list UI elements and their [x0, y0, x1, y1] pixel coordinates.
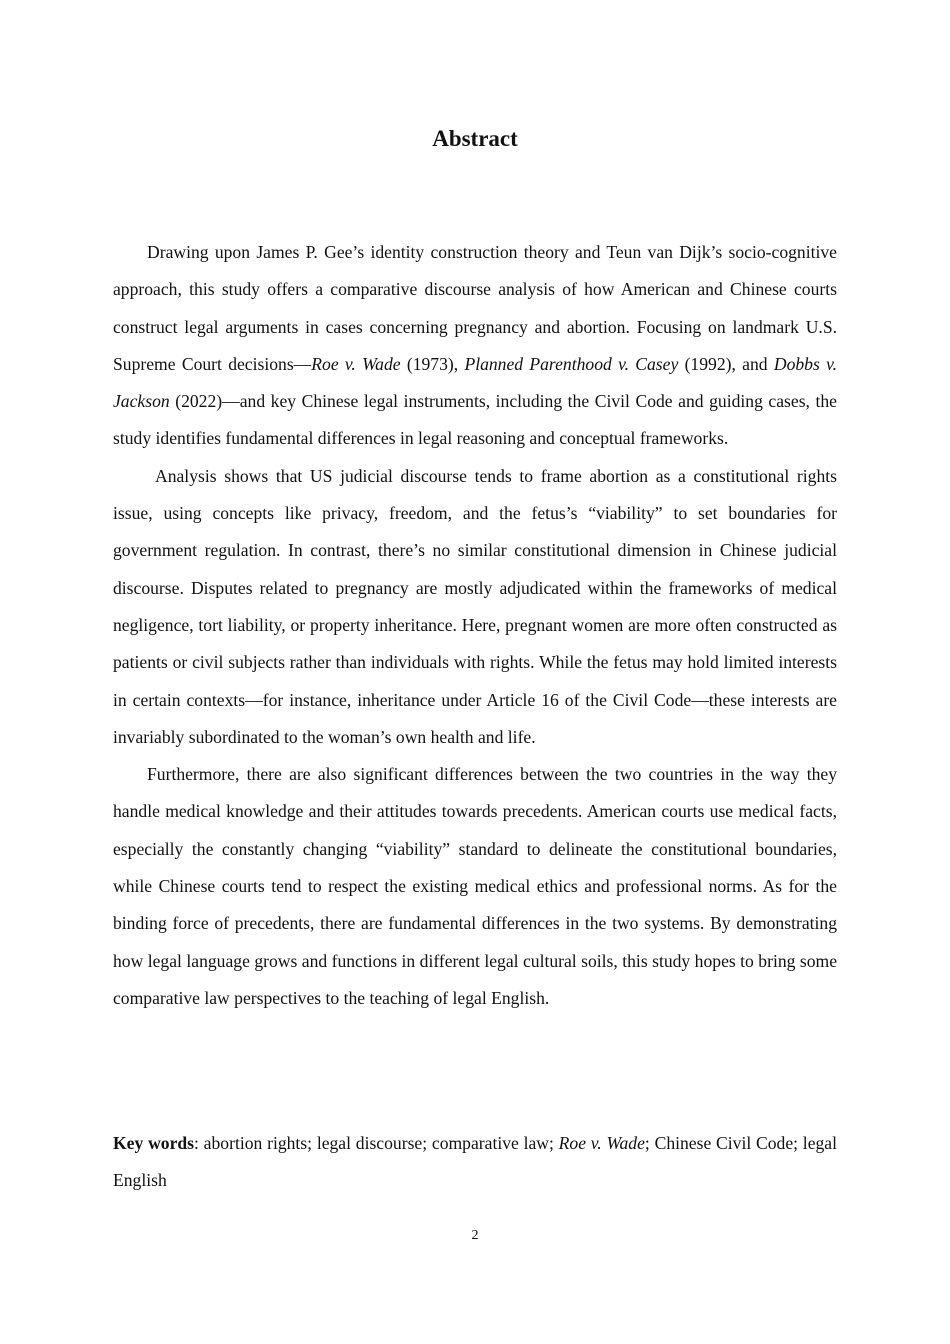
abstract-paragraph-3: Furthermore, there are also significant differences between the two countries in the way they handle medical knowledge and their attitudes towards precedents. American courts use medical facts, especially the constantly changing “viability” standard to delineate the constitutional boundaries, while Chinese courts tend to respect the existing medical ethics and professional norms. As for the binding force of precedents, there are fundamental differences in the two systems. By demonstrating how legal language grows and functions in different legal cultural soils, this study hopes to bring some comparative law perspectives to the teaching of legal English. — [113, 764, 837, 1008]
page-number: 2 — [471, 1228, 479, 1243]
paragraph-text: Drawing upon James P. Gee’s identity construction theory and Teun van Dijk’s socio-cognitive approach, this study offers a comparative discourse analysis of how American and Chinese courts construct legal arguments in cases concerning pregnancy and abortion. Focusing on landmark U.S. Supreme Court decisions— — [113, 242, 837, 374]
abstract-paragraph-1 — [113, 234, 837, 458]
paragraph-text: (1992), and — [678, 353, 774, 374]
keywords-text: ; Chinese Civil Code; legal English — [113, 1133, 837, 1191]
keywords-label: Key words — [113, 1133, 195, 1153]
page-title: Abstract — [432, 126, 518, 151]
abstract-paragraph-2: Analysis shows that US judicial discourse tends to frame abortion as a constitutional rights issue, using concepts like privacy, freedom, and the fetus’s “viability” to set boundaries for government regulation. In contrast, there’s no similar constitutional dimension in Chinese judicial discourse. Disputes related to pregnancy are mostly adjudicated within the frameworks of medical negligence, tort liability, or property inheritance. Here, pregnant women are more often constructed as patients or civil subjects rather than individuals with rights. While the fetus may hold limited interests in certain contexts—for instance, inheritance under Article 16 of the Civil Code—these interests are invariably subordinated to the woman’s own health and life. — [113, 465, 837, 747]
paragraph-text: (1973), — [400, 353, 465, 374]
case-name-casey: Planned Parenthood v. Casey — [464, 353, 679, 374]
paragraph-text: (2022)—and key Chinese legal instruments, including the Civil Code and guiding cases, the study identifies fundamental differences in legal reasoning and conceptual frameworks. — [113, 391, 837, 449]
keyword-case-roe: Roe v. Wade — [558, 1133, 645, 1153]
case-name-roe: Roe v. Wade — [311, 353, 401, 374]
abstract-body — [113, 234, 837, 1017]
case-name-dobbs: Dobbs v. Jackson — [113, 353, 837, 412]
keywords-line — [113, 1125, 837, 1200]
keywords-text: : abortion rights; legal discourse; comparative law; — [194, 1133, 559, 1153]
